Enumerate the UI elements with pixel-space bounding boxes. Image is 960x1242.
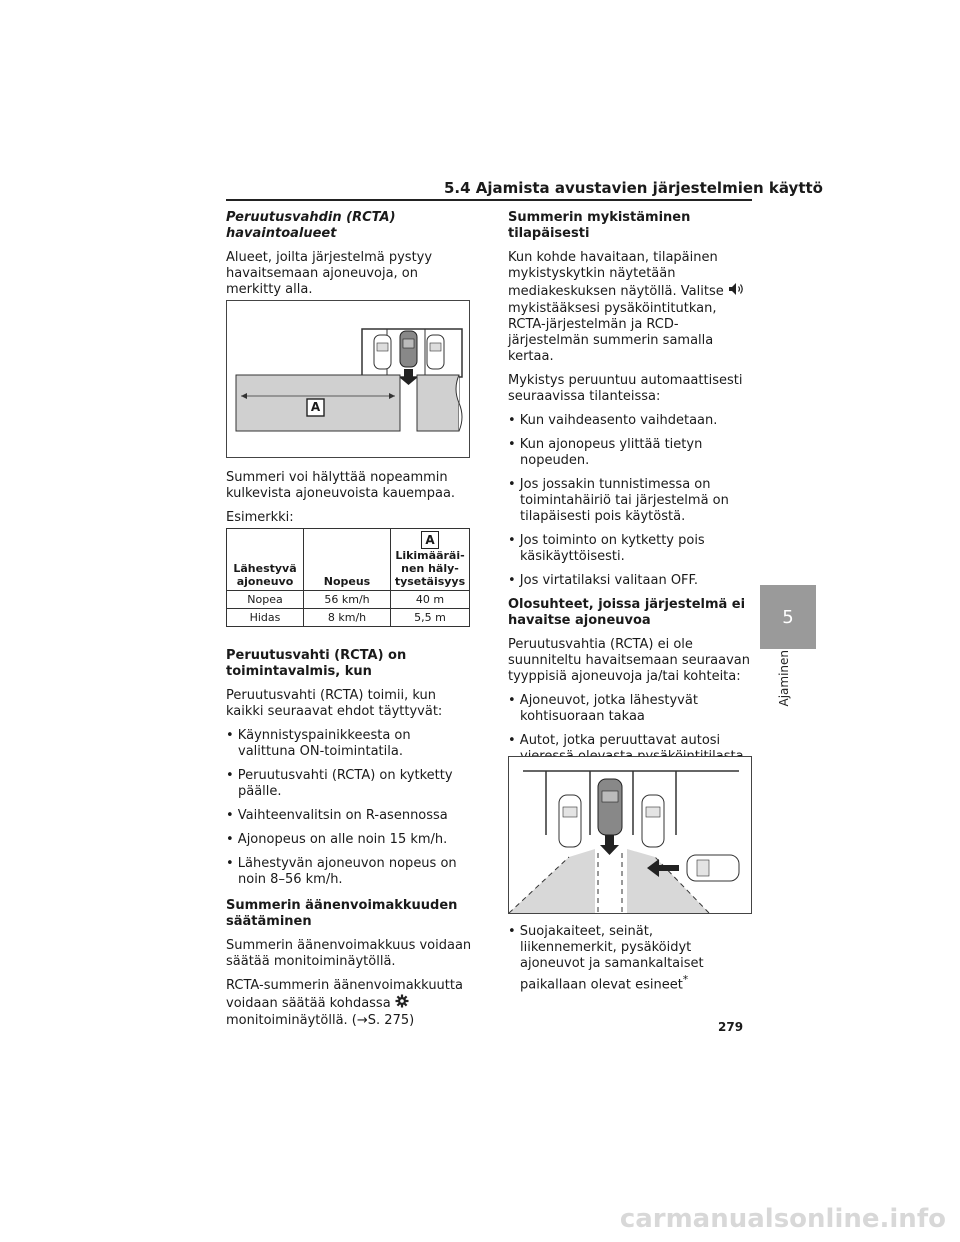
- chapter-label: Ajaminen: [777, 650, 791, 707]
- perpendicular-approach-figure: [508, 756, 752, 914]
- heading-mute: Summerin mykistäminen tilapäisesti: [508, 210, 691, 241]
- table-header-distance-label: Likimääräi-nen häly-tysetäisyys: [394, 549, 466, 588]
- list-item: • Käynnistyspainikkeesta on valittuna ON-toimintatila.: [226, 728, 411, 759]
- paragraph-text: RCTA-summerin äänenvoimakkuutta voidaan säätää kohdassa: [226, 978, 463, 1011]
- watermark: carmanualsonline.info: [619, 1204, 946, 1234]
- list-item: [508, 924, 752, 993]
- paragraph: Peruutusvahti (RCTA) toimii, kun kaikki seuraavat ehdot täyttyvät:: [226, 688, 443, 719]
- list-item: • Jos virtatilaksi valitaan OFF.: [508, 573, 699, 588]
- example-table: [226, 528, 470, 627]
- list-item: • Vaihteenvalitsin on R-asennossa: [226, 808, 448, 823]
- example-table-wrap: [226, 528, 470, 627]
- section-title: 5.4 Ajamista avustavien järjestelmien käyttö: [444, 179, 823, 197]
- table-cell: 40 m: [391, 591, 470, 609]
- list-item: • Peruutusvahti (RCTA) on kytketty päälle.: [226, 768, 453, 799]
- heading-volume: Summerin äänenvoimakkuuden säätäminen: [226, 898, 458, 929]
- right-column-2: [508, 924, 752, 1001]
- left-column-2: [226, 470, 472, 534]
- speaker-icon: [728, 282, 746, 301]
- perpendicular-approach-diagram: [509, 757, 751, 913]
- page-number: 279: [718, 1020, 744, 1034]
- area-label-a: A: [421, 531, 439, 549]
- paragraph: Summeri voi hälyttää nopeammin kulkevista ajoneuvoista kauempaa.: [226, 470, 456, 501]
- left-column: [226, 210, 472, 306]
- paragraph: Summerin äänenvoimakkuus voidaan säätää monitoiminäytöllä.: [226, 938, 472, 969]
- paragraph: [226, 978, 472, 1029]
- table-cell: 5,5 m: [391, 609, 470, 627]
- paragraph: Peruutusvahtia (RCTA) ei ole suunniteltu havaitsemaan seuraavan tyyppisiä ajoneuvoja ja/tai kohteita:: [508, 637, 751, 684]
- table-header-speed: Nopeus: [304, 529, 391, 591]
- gear-icon: [395, 994, 409, 1013]
- rcta-detection-area-figure: [226, 300, 470, 458]
- list-item: • Ajonopeus on alle noin 15 km/h.: [226, 832, 448, 847]
- chapter-tab: [760, 585, 816, 649]
- paragraph-text: mykistääksesi pysäköintitutkan, RCTA-järjestelmän ja RCD-järjestelmän summerin samalla kertaa.: [508, 301, 717, 364]
- list-item: • Ajoneuvot, jotka lähestyvät kohtisuoraan takaa: [508, 693, 698, 724]
- paragraph: Alueet, joilta järjestelmä pystyy havaitsemaan ajoneuvoja, on merkitty alla.: [226, 250, 433, 297]
- chapter-number: 5: [782, 606, 794, 628]
- paragraph-text: Kun kohde havaitaan, tilapäinen mykistyskytkin näytetään mediakeskuksen näytöllä. Valitse: [508, 250, 724, 299]
- list-item: • Jos jossakin tunnistimessa on toimintahäiriö tai järjestelmä on tilapäisesti pois käytöstä.: [508, 477, 729, 524]
- heading-conditions: Olosuhteet, joissa järjestelmä ei havaitse ajoneuvoa: [508, 597, 746, 628]
- list-item: • Lähestyvän ajoneuvon nopeus on noin 8–56 km/h.: [226, 856, 457, 887]
- area-label-a: A: [310, 400, 321, 414]
- left-column-3: [226, 648, 472, 1029]
- list-item: • Kun vaihdeasento vaihdetaan.: [508, 413, 718, 428]
- right-column: [508, 210, 752, 813]
- table-cell: 8 km/h: [304, 609, 391, 627]
- paragraph: [508, 250, 752, 365]
- detection-area-diagram: [227, 301, 469, 457]
- table-header-vehicle: Lähestyvä ajoneuvo: [227, 529, 304, 591]
- list-item: • Jos toiminto on kytketty pois käsikäyttöisesti.: [508, 533, 705, 564]
- list-item: • Autot, jotka peruuttavat autosi: [508, 733, 721, 748]
- table-row: [227, 591, 470, 609]
- list-item-text: • Suojakaiteet, seinät, liikennemerkit, pysäköidyt ajoneuvot ja samankaltaiset paikallaan olevat esineet: [508, 924, 704, 993]
- table-row: [227, 609, 470, 627]
- table-cell: 56 km/h: [304, 591, 391, 609]
- heading-rcta-areas: Peruutusvahdin (RCTA) havaintoalueet: [226, 210, 396, 241]
- table-header-distance: [391, 529, 470, 591]
- paragraph: Mykistys peruuntuu automaattisesti seuraavissa tilanteissa:: [508, 373, 743, 404]
- paragraph: Esimerkki:: [226, 510, 294, 525]
- footnote-marker: *: [682, 973, 689, 986]
- paragraph-text: monitoiminäytöllä. (→S. 275): [226, 1013, 415, 1028]
- table-cell: Nopea: [227, 591, 304, 609]
- heading-rcta-ready: Peruutusvahti (RCTA) on toimintavalmis, kun: [226, 648, 407, 679]
- list-item: • Kun ajonopeus ylittää tietyn nopeuden.: [508, 437, 703, 468]
- table-cell: Hidas: [227, 609, 304, 627]
- section-rule: [226, 199, 752, 201]
